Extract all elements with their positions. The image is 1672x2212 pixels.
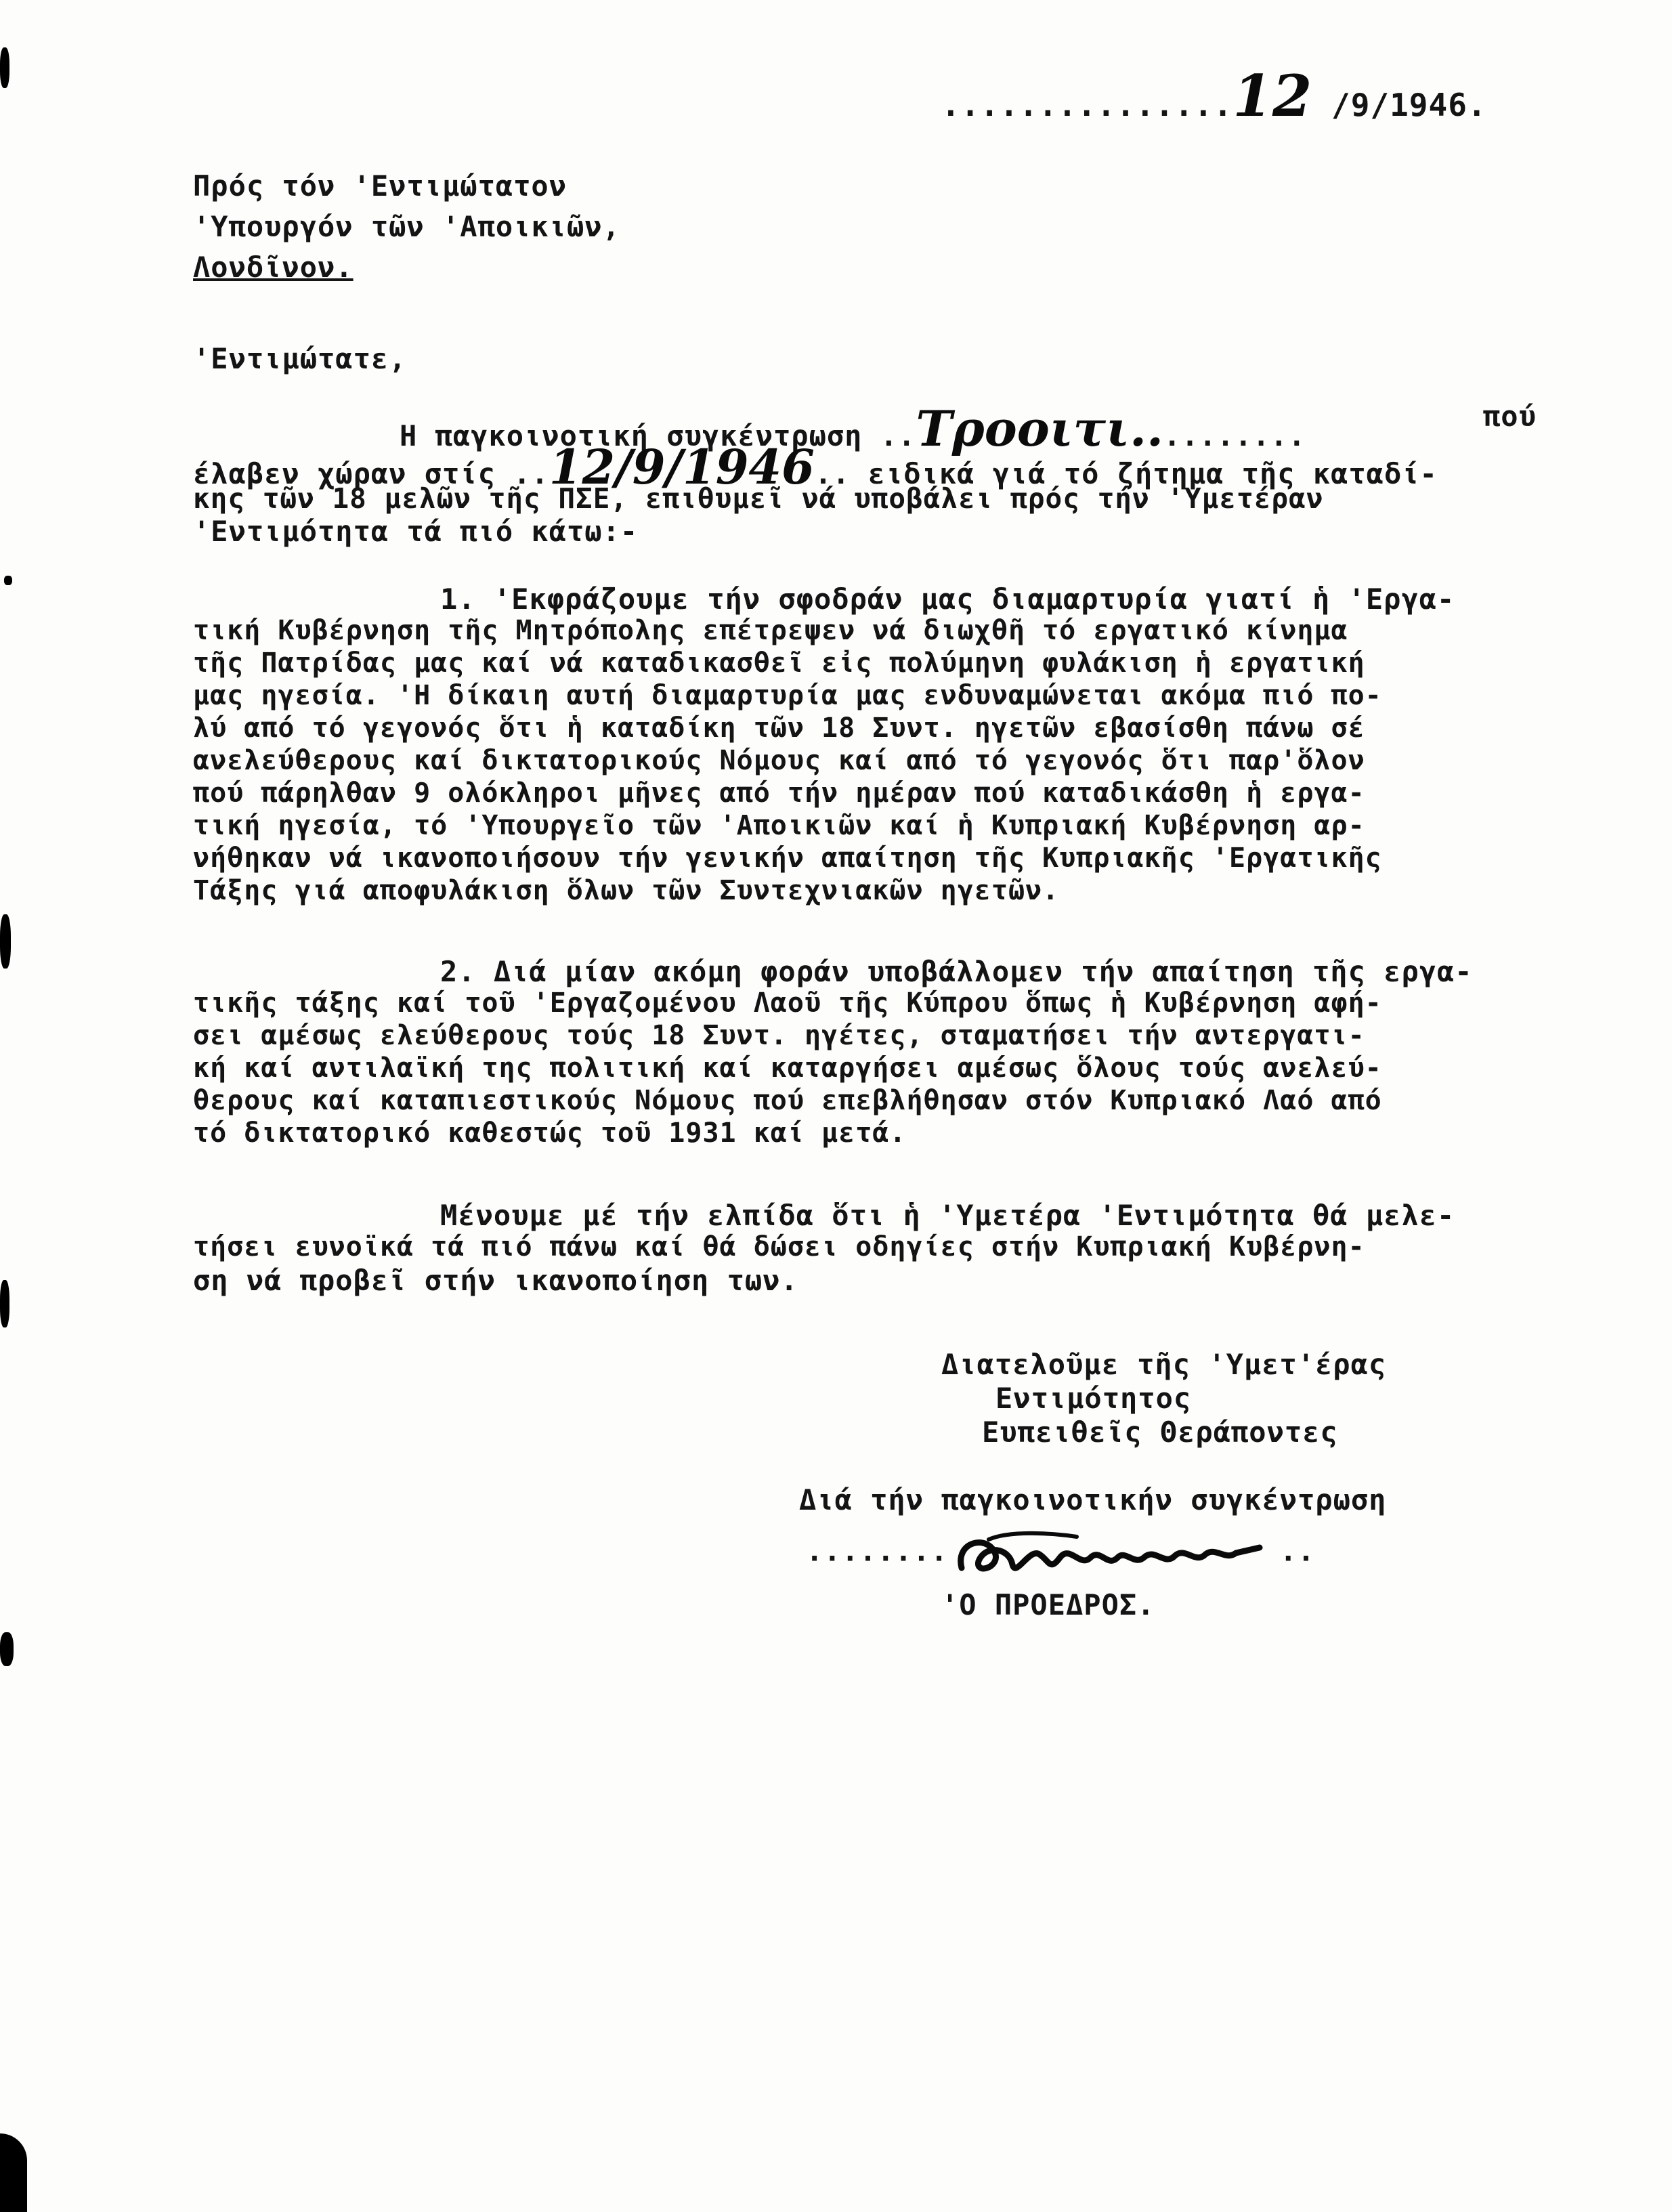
intro-line1-start: Η παγκοινοτική συγκέντρωση .. xyxy=(400,419,916,452)
intro-line-3: κης τῶν 18 μελῶν τῆς ΠΣΕ, επιθυμεῖ νά υποβάλει πρός τήν 'Υμετέραν xyxy=(193,482,1324,515)
valediction-line-2: Εντιμότητος xyxy=(995,1382,1192,1415)
closing-line: Μένουμε μέ τήν ελπίδα ὅτι ἡ 'Υμετέρα 'Εντιμότητα θά μελε- xyxy=(440,1199,1455,1232)
point1-line: μας ηγεσία. 'Η δίκαιη αυτή διαμαρτυρία μας ενδυναμώνεται ακόμα πιό πο- xyxy=(193,680,1382,711)
signature-dots-right: .. xyxy=(1279,1534,1316,1568)
point1-line: τική ηγεσία, τό 'Υπουργεῖο τῶν 'Αποικιῶν καί ἡ Κυπριακή Κυβέρνηση αρ- xyxy=(193,810,1365,841)
point1-line: 1. 'Εκφράζουμε τήν σφοδράν μας διαμαρτυρία γιατί ἡ 'Εργα- xyxy=(440,582,1455,616)
point2-line: κή καί αντιλαϊκή της πολιτική καί καταργήσει αμέσως ὅλους τούς ανελεύ- xyxy=(193,1052,1382,1084)
point2-line: σει αμέσως ελεύθερους τούς 18 Συντ. ηγέτες, σταματήσει τήν αντεργατι- xyxy=(193,1020,1365,1051)
handwritten-signature xyxy=(948,1527,1273,1588)
salutation: 'Εντιμώτατε, xyxy=(193,342,407,375)
meeting-place-handwritten: Τροοιτι.. xyxy=(916,400,1164,457)
signatory-title: 'Ο ΠΡΟΕΔΡΟΣ. xyxy=(941,1588,1155,1621)
address-line-3: Λονδῖνον. xyxy=(193,251,353,284)
intro-line2-end: .. ειδικά γιά τό ζήτημα τῆς καταδί- xyxy=(814,457,1438,490)
closing-line: τήσει ευνοϊκά τά πιό πάνω καί θά δώσει οδηγίες στήν Κυπριακή Κυβέρνη- xyxy=(193,1231,1365,1262)
address-line-1: Πρός τόν 'Εντιμώτατον xyxy=(193,169,567,203)
scan-edge-mark xyxy=(4,576,12,585)
point2-line: 2. Διά μίαν ακόμη φοράν υποβάλλομεν τήν απαίτηση τῆς εργα- xyxy=(440,955,1473,988)
signature-line xyxy=(806,1527,1315,1588)
closing-line: ση νά προβεῖ στήν ικανοποίηση των. xyxy=(193,1264,798,1297)
point1-line: Τάξης γιά αποφυλάκιση ὅλων τῶν Συντεχνιακῶν ηγετῶν. xyxy=(193,875,1060,906)
point2-line: τό δικτατορικό καθεστώς τοῦ 1931 καί μετά. xyxy=(193,1118,907,1149)
date-rest: /9/1946. xyxy=(1312,87,1487,123)
date-dots: ............... xyxy=(941,87,1233,123)
intro-line1-dots: ........ xyxy=(1163,419,1306,452)
valediction-line-3: Ευπειθεῖς Θεράποντες xyxy=(982,1416,1338,1449)
point1-line: τῆς Πατρίδας μας καί νά καταδικασθεῖ εἰς πολύμηνη φυλάκιση ἡ εργατική xyxy=(193,647,1365,679)
address-line-2: 'Υπουργόν τῶν 'Αποικιῶν, xyxy=(193,210,620,243)
scan-edge-mark xyxy=(0,1632,14,1666)
intro-line1-end: πού xyxy=(1483,400,1537,433)
date-day-handwritten: 12 xyxy=(1232,62,1312,129)
date-line xyxy=(941,62,1487,129)
scan-edge-mark xyxy=(0,2133,27,2212)
meeting-date-handwritten: 12/9/1946 xyxy=(549,439,815,495)
point1-line: ανελεύθερους καί δικτατορικούς Νόμους καί από τό γεγονός ὅτι παρ'ὅλον xyxy=(193,745,1365,776)
point1-line: νήθηκαν νά ικανοποιήσουν τήν γενικήν απαίτηση τῆς Κυπριακῆς 'Εργατικῆς xyxy=(193,843,1382,874)
point1-line: λύ από τό γεγονός ὅτι ἡ καταδίκη τῶν 18 Συντ. ηγετῶν εβασίσθη πάνω σέ xyxy=(193,712,1365,744)
on-behalf-line: Διά τήν παγκοινοτικήν συγκέντρωση xyxy=(799,1483,1387,1516)
valediction-line-1: Διατελοῦμε τῆς 'Υμετ'έρας xyxy=(941,1348,1387,1381)
intro-line2-start: έλαβεν χώραν στίς .. xyxy=(193,457,549,490)
scan-edge-mark xyxy=(0,914,11,969)
scan-edge-mark xyxy=(0,47,9,88)
point2-line: θερους καί καταπιεστικούς Νόμους πού επεβλήθησαν στόν Κυπριακό Λαό από xyxy=(193,1085,1382,1116)
signature-dots-left: ........ xyxy=(806,1534,949,1568)
point2-line: τικῆς τάξης καί τοῦ 'Εργαζομένου Λαοῦ τῆς Κύπρου ὅπως ἡ Κυβέρνηση αφή- xyxy=(193,987,1382,1019)
intro-line-4: 'Εντιμότητα τά πιό κάτω:- xyxy=(193,515,639,548)
point1-line: πού πάρηλθαν 9 ολόκληροι μῆνες από τήν ημέραν πού καταδικάσθη ἡ εργα- xyxy=(193,778,1365,809)
point1-line: τική Κυβέρνηση τῆς Μητρόπολης επέτρεψεν νά διωχθῆ τό εργατικό κίνημα xyxy=(193,615,1348,646)
scan-edge-mark xyxy=(0,1280,9,1327)
